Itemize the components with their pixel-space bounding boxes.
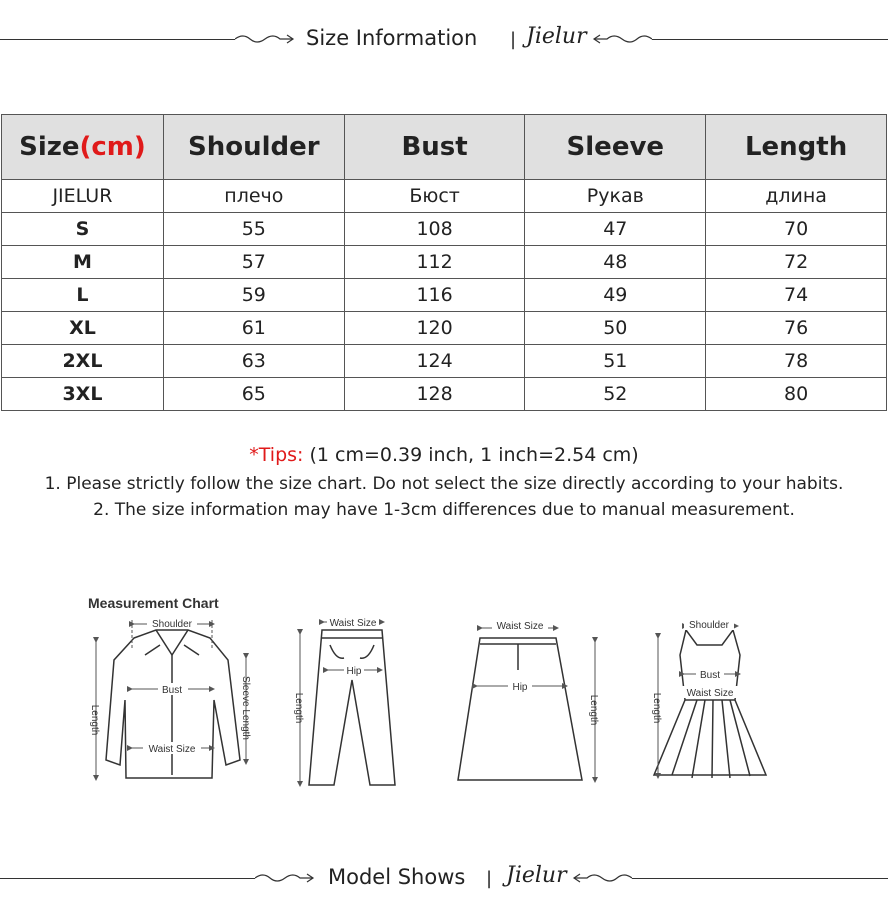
table-cell: XL [2,312,164,345]
swirl-ornament-icon [592,30,652,50]
section-title: Size Information [306,26,478,50]
table-cell: 47 [525,213,706,246]
divider-line-left [0,878,255,879]
table-row [2,213,887,246]
header-divider [0,20,888,60]
table-cell: 59 [163,279,344,312]
pants-figure [309,630,395,785]
table-cell: 3XL [2,378,164,411]
table-header-row [2,115,887,180]
table-cell: 80 [706,378,887,411]
swirl-ornament-icon [572,869,632,889]
table-cell: 52 [525,378,706,411]
length-label: Length [293,692,304,724]
divider-line-right [652,39,888,40]
shoulder-label: Shoulder [151,619,193,630]
table-cell: M [2,246,164,279]
tip-note-2: 2. The size information may have 1-3cm differences due to manual measurement. [93,500,795,520]
skirt-figure [458,638,582,780]
length-label: Length [651,692,662,724]
table-cell: JIELUR [2,180,164,213]
table-cell: 78 [706,345,887,378]
table-cell: 48 [525,246,706,279]
table-row [2,246,887,279]
table-cell: Бюст [344,180,525,213]
header-length: Length [706,115,887,180]
table-row [2,312,887,345]
table-cell: Рукав [525,180,706,213]
table-cell: длина [706,180,887,213]
table-row [2,345,887,378]
tips-label: *Tips: [249,444,304,466]
table-row [2,279,887,312]
title-separator: | [486,868,493,889]
size-label: Size [19,132,80,162]
table-cell: 51 [525,345,706,378]
section-title: Model Shows [328,865,466,889]
table-cell: L [2,279,164,312]
measurement-chart [0,600,888,810]
hip-label: Hip [346,666,362,677]
table-cell: 55 [163,213,344,246]
table-subheader-row [2,180,887,213]
footer-divider [0,859,888,899]
hip-label: Hip [512,682,528,693]
dress-figure [654,630,766,778]
header-size [2,115,164,180]
tips-conversion [0,444,888,466]
size-table [1,114,887,411]
waist-size-label: Waist Size [148,744,196,755]
table-cell: 74 [706,279,887,312]
table-cell: 49 [525,279,706,312]
table-cell: 63 [163,345,344,378]
brand-name: Jielur [506,863,567,888]
shoulder-label: Shoulder [688,620,730,631]
unit-label: (cm) [79,132,146,162]
measurement-chart-title: Measurement Chart [88,595,219,611]
table-cell: 70 [706,213,887,246]
header-sleeve: Sleeve [525,115,706,180]
swirl-ornament-icon [255,869,315,889]
table-cell: 108 [344,213,525,246]
tip-note-1: 1. Please strictly follow the size chart. Do not select the size directly according to your habits. [44,474,844,494]
waist-size-label: Waist Size [686,688,734,699]
table-cell: плечо [163,180,344,213]
table-cell: 116 [344,279,525,312]
pants-measure-lines [300,622,382,784]
table-cell: 2XL [2,345,164,378]
brand-name: Jielur [526,24,587,49]
waist-size-label: Waist Size [329,618,377,629]
divider-line-left [0,39,235,40]
table-cell: S [2,213,164,246]
header-shoulder: Shoulder [163,115,344,180]
table-cell: 76 [706,312,887,345]
divider-line-right [632,878,888,879]
table-cell: 124 [344,345,525,378]
header-bust: Bust [344,115,525,180]
bust-label: Bust [699,670,721,681]
table-cell: 50 [525,312,706,345]
table-cell: 120 [344,312,525,345]
shirt-figure [106,630,240,778]
length-label: Length [588,694,599,726]
table-cell: 112 [344,246,525,279]
table-cell: 61 [163,312,344,345]
sleeve-length-label: Sleeve Length [240,676,251,740]
table-cell: 65 [163,378,344,411]
table-cell: 128 [344,378,525,411]
swirl-ornament-icon [235,30,295,50]
bust-label: Bust [161,685,183,696]
length-label: Length [89,704,100,736]
table-row [2,378,887,411]
dress-measure-lines [658,626,738,776]
waist-size-label: Waist Size [496,621,544,632]
title-separator: | [510,29,517,50]
conversion-text: (1 cm=0.39 inch, 1 inch=2.54 cm) [303,444,639,466]
skirt-measure-lines [475,628,595,780]
table-cell: 57 [163,246,344,279]
table-cell: 72 [706,246,887,279]
